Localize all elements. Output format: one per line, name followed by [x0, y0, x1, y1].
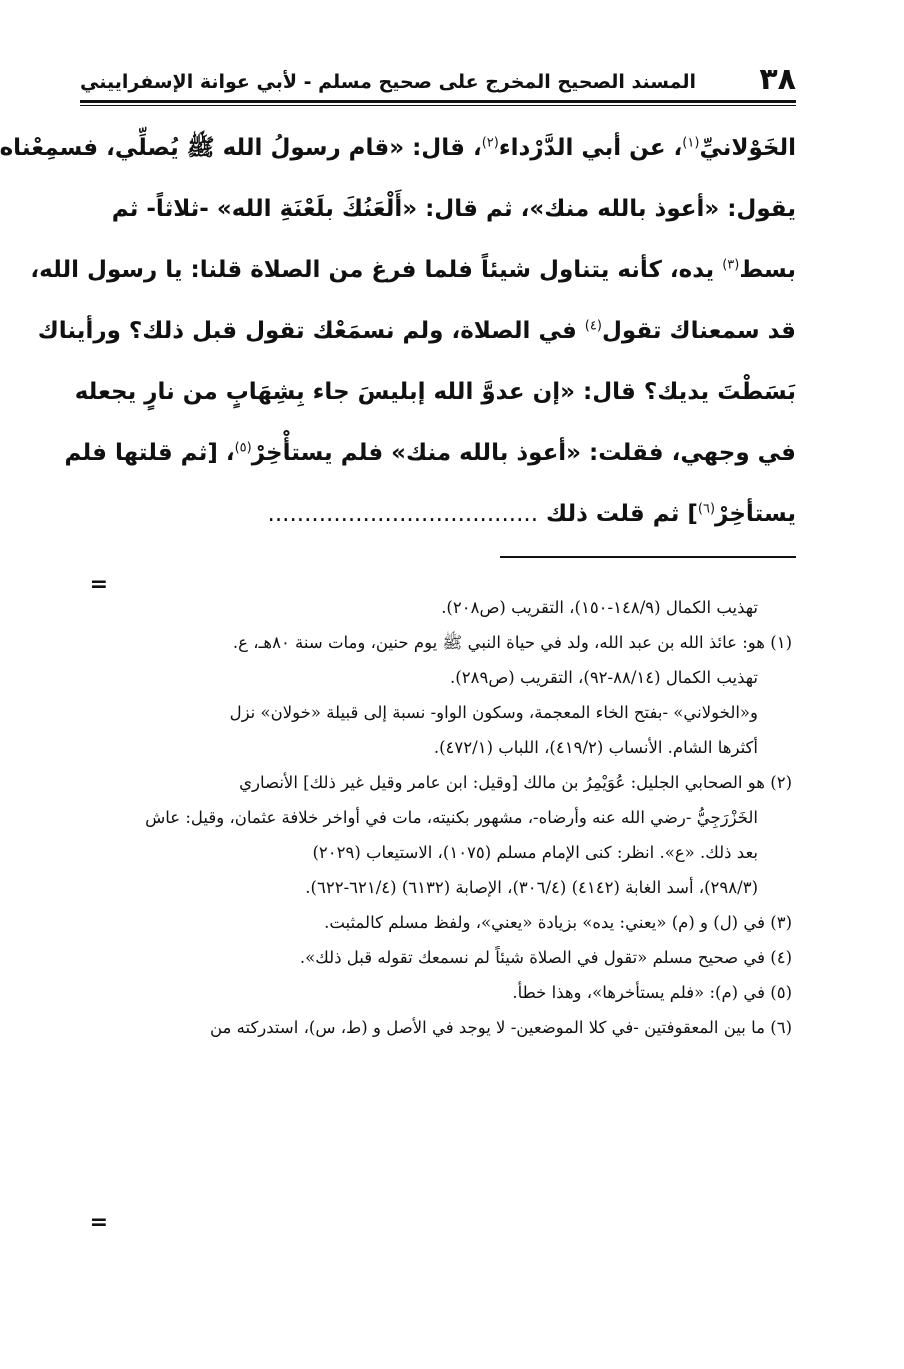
- footnote-2-line-2: الخَزْرَجِيُّ -رضي الله عنه وأرضاه-، مشهور بكنيته، مات في أواخر خلافة عثمان، وقيل: عاش: [145, 808, 758, 827]
- main-line-1: الخَوْلانيِّ$^{(١)}$، عن أبي الدَّرْداء$^{(٢)}$، قال: «قام رسولُ الله ﷺ يُصلِّي، فسمِعْناه: [0, 135, 796, 161]
- main-line-3: بسط$^{(٣)}$ يده، كأنه يتناول شيئاً فلما فرغ من الصلاة قلنا: يا رسول الله،: [30, 257, 796, 283]
- footnote-6: (٦) ما بين المعقوفتين -في كلا الموضعين- لا يوجد في الأصل و (ط، س)، استدركته من: [209, 1018, 792, 1037]
- header-rule-thin: [80, 105, 796, 106]
- footnote-2-line-3: بعد ذلك. «ع». انظر: كنى الإمام مسلم (١٠٧٥)، الاستيعاب (٢٠٢٩): [312, 843, 758, 862]
- header-rule-thick: [80, 100, 796, 103]
- footnote-ref-5[interactable]: (٥): [234, 440, 252, 456]
- running-title: المسند الصحيح المخرج على صحيح مسلم - لأبي عوانة الإسفراييني: [80, 71, 696, 93]
- page-number: ٣٨: [759, 62, 796, 97]
- trailing-dots: .....................................: [267, 501, 539, 527]
- footnote-4: (٤) في صحيح مسلم «تقول في الصلاة شيئاً لم نسمعك تقوله قبل ذلك».: [299, 948, 792, 967]
- footnotes: [86, 590, 792, 1045]
- footnote-5: (٥) في (م): «فلم يستأخرها»، وهذا خطأ.: [512, 983, 792, 1002]
- page-header: [80, 58, 796, 98]
- footnote-1b-line-1: و«الخولاني» -بفتح الخاء المعجمة، وسكون الواو- نسبة إلى قبيلة «خولان» نزل: [229, 703, 758, 722]
- main-text: [0, 118, 796, 545]
- footnote-1-line-2: تهذيب الكمال (٨٨/١٤-٩٢)، التقريب (ص٢٨٩).: [450, 668, 758, 687]
- footnote-ref-3[interactable]: (٣): [722, 257, 740, 273]
- main-line-6: في وجهي، فقلت: «أعوذ بالله منك» فلم يستأْخِرْ$^{(٥)}$، [ثم قلتها فلم: [64, 440, 796, 466]
- main-line-5: بَسَطْتَ يديك؟ قال: «إن عدوَّ الله إبليسَ جاء بِشِهَابٍ من نارٍ يجعله: [74, 379, 796, 405]
- footnote-2-line-1: (٢) هو الصحابي الجليل: عُوَيْمِرُ بن مالك [وقيل: ابن عامر وقيل غير ذلك] الأنصاري: [239, 773, 792, 792]
- footnote-separator: [500, 556, 796, 558]
- footnote-continued-line: تهذيب الكمال (١٤٨/٩-١٥٠)، التقريب (ص٢٠٨).: [441, 598, 758, 617]
- main-line-4: قد سمعناك تقول$^{(٤)}$ في الصلاة، ولم نسمَعْك تقول قبل ذلك؟ ورأيناك: [37, 318, 796, 344]
- main-line-2: يقول: «أعوذ بالله منك»، ثم قال: «أَلْعَنُكَ بلَعْنَةِ الله» -ثلاثاً- ثم: [111, 196, 796, 222]
- footnote-2-line-4: (٢٩٨/٣)، أسد الغابة (٤١٤٢) (٣٠٦/٤)، الإصابة (٦١٣٢) (٦٢١/٤-٦٢٢).: [305, 878, 758, 897]
- footnote-ref-2[interactable]: (٢): [481, 135, 499, 151]
- footnote-1-line-1: (١) هو: عائذ الله بن عبد الله، ولد في حياة النبي ﷺ يوم حنين، ومات سنة ٨٠هـ، ع.: [232, 633, 792, 652]
- footnote-3: (٣) في (ل) و (م) «يعني: يده» بزيادة «يعني»، ولفظ مسلم كالمثبت.: [324, 913, 792, 932]
- footnote-ref-1[interactable]: (١): [682, 135, 700, 151]
- footnote-ref-6[interactable]: (٦): [697, 501, 716, 517]
- footnote-ref-4[interactable]: (٤): [584, 318, 602, 334]
- main-line-7: يستأخِرْ$^{(٦)}$] ثم قلت ذلك .....................................: [267, 501, 796, 527]
- footnote-1b-line-2: أكثرها الشام. الأنساب (٤١٩/٢)، اللباب (٤٧٢/١).: [433, 738, 758, 757]
- continues-next-page-marker: =: [89, 1210, 108, 1235]
- continued-from-previous-marker: =: [89, 572, 108, 597]
